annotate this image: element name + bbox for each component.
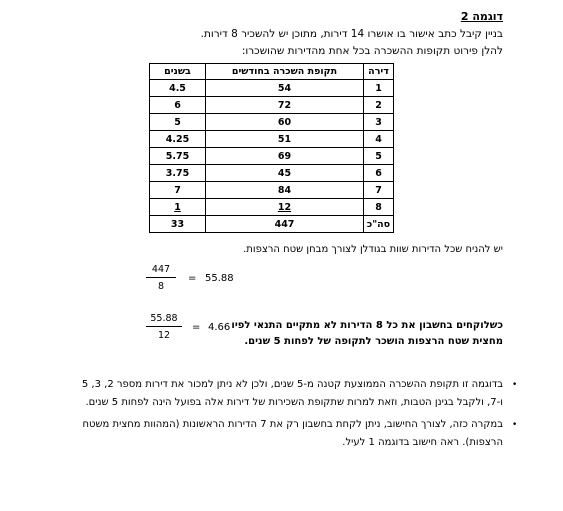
table-row — [150, 182, 394, 199]
calc-2-equals: = — [192, 322, 201, 333]
table-row — [150, 199, 394, 216]
cell-unit: 7 — [364, 182, 394, 199]
intro-line-1: בניין קיבל כתב אישור בו אושרו 14 דירות, מתוכן יש להשכיר 8 דירות. — [200, 28, 503, 40]
header-months: תקופת השכרה בחודשים — [206, 64, 364, 80]
calc-1-equals: = — [188, 273, 197, 284]
cell-years: 4.25 — [150, 131, 206, 148]
table-row — [150, 114, 394, 131]
cell-months: 51 — [206, 131, 364, 148]
header-years: בשנים — [150, 64, 206, 80]
cell-unit: 3 — [364, 114, 394, 131]
cell-years: 4.5 — [150, 80, 206, 97]
calc-1-numerator: 447 — [146, 264, 176, 278]
cell-months: 12 — [206, 199, 364, 216]
cell-unit: 2 — [364, 97, 394, 114]
cell-years: 7 — [150, 182, 206, 199]
cell-years: 5 — [150, 114, 206, 131]
calc-1-fraction — [146, 264, 176, 292]
table-header-row — [150, 64, 394, 80]
cell-months: 84 — [206, 182, 364, 199]
cell-months: 69 — [206, 148, 364, 165]
total-months: 447 — [206, 216, 364, 233]
cell-months: 60 — [206, 114, 364, 131]
table-row — [150, 148, 394, 165]
bullet-2-icon: • — [512, 420, 518, 430]
cell-years: 5.75 — [150, 148, 206, 165]
header-unit: דירה — [364, 64, 394, 80]
cell-years: 1 — [150, 199, 206, 216]
bullet-1-line-1: בדוגמה זו תקופת ההשכרה הממוצעת קטנה מ-5 שנים, ולכן לא ניתן למכור את דירות מספר 2, 3, 5 — [81, 379, 503, 390]
assumption-text: יש להניח שכל הדירות שוות בגודלן לצורך מבחן שטח הרצפות. — [243, 244, 503, 255]
calc-1-denominator: 8 — [157, 281, 165, 292]
bullet-1-icon: • — [512, 380, 518, 390]
calc-2-fraction — [146, 313, 182, 341]
cell-unit: 1 — [364, 80, 394, 97]
cell-unit: 5 — [364, 148, 394, 165]
table-total-row — [150, 216, 394, 233]
bullet-1-line-2: ו-7, ולקבל בגינן הטבות, וזאת למרות שתקופת השכירות של דירות אלה בפועל הינה לפחות 5 שנים. — [85, 397, 503, 408]
calc-1-result: 55.88 — [205, 273, 234, 284]
bullet-2-line-1: במקרה כזה, לצורך החישוב, ניתן לקחת בחשבון רק את 7 הדירות הראשונות (המהוות מחצית משטח — [82, 419, 503, 430]
cell-years: 6 — [150, 97, 206, 114]
table-row — [150, 80, 394, 97]
rental-periods-table — [149, 63, 394, 233]
total-label: סה"כ — [364, 216, 394, 233]
cell-months: 54 — [206, 80, 364, 97]
total-years: 33 — [150, 216, 206, 233]
calc-2-numerator: 55.88 — [146, 313, 182, 327]
table-row — [150, 97, 394, 114]
bullet-2-line-2: הרצפות). ראה חישוב בדוגמה 1 לעיל. — [342, 437, 503, 448]
example-heading: דוגמה 2 — [460, 10, 503, 23]
intro-line-2: להלן פירוט תקופות ההשכרה בכל אחת מהדירות שהושכרו: — [241, 45, 503, 57]
cell-unit: 4 — [364, 131, 394, 148]
cell-unit: 6 — [364, 165, 394, 182]
calc-2-denominator: 12 — [157, 330, 171, 341]
cell-months: 72 — [206, 97, 364, 114]
calc-2-result: 4.66 — [208, 322, 231, 333]
cell-unit: 8 — [364, 199, 394, 216]
table-row — [150, 165, 394, 182]
cell-months: 45 — [206, 165, 364, 182]
cell-years: 3.75 — [150, 165, 206, 182]
conclusion-line-1: כשלוקחים בחשבון את כל 8 הדירות לא מתקיים התנאי לפיו — [231, 320, 503, 331]
conclusion-line-2: מחצית שטח הרצפות הושכר לתקופה של לפחות 5 שנים. — [244, 336, 503, 347]
table-row — [150, 131, 394, 148]
